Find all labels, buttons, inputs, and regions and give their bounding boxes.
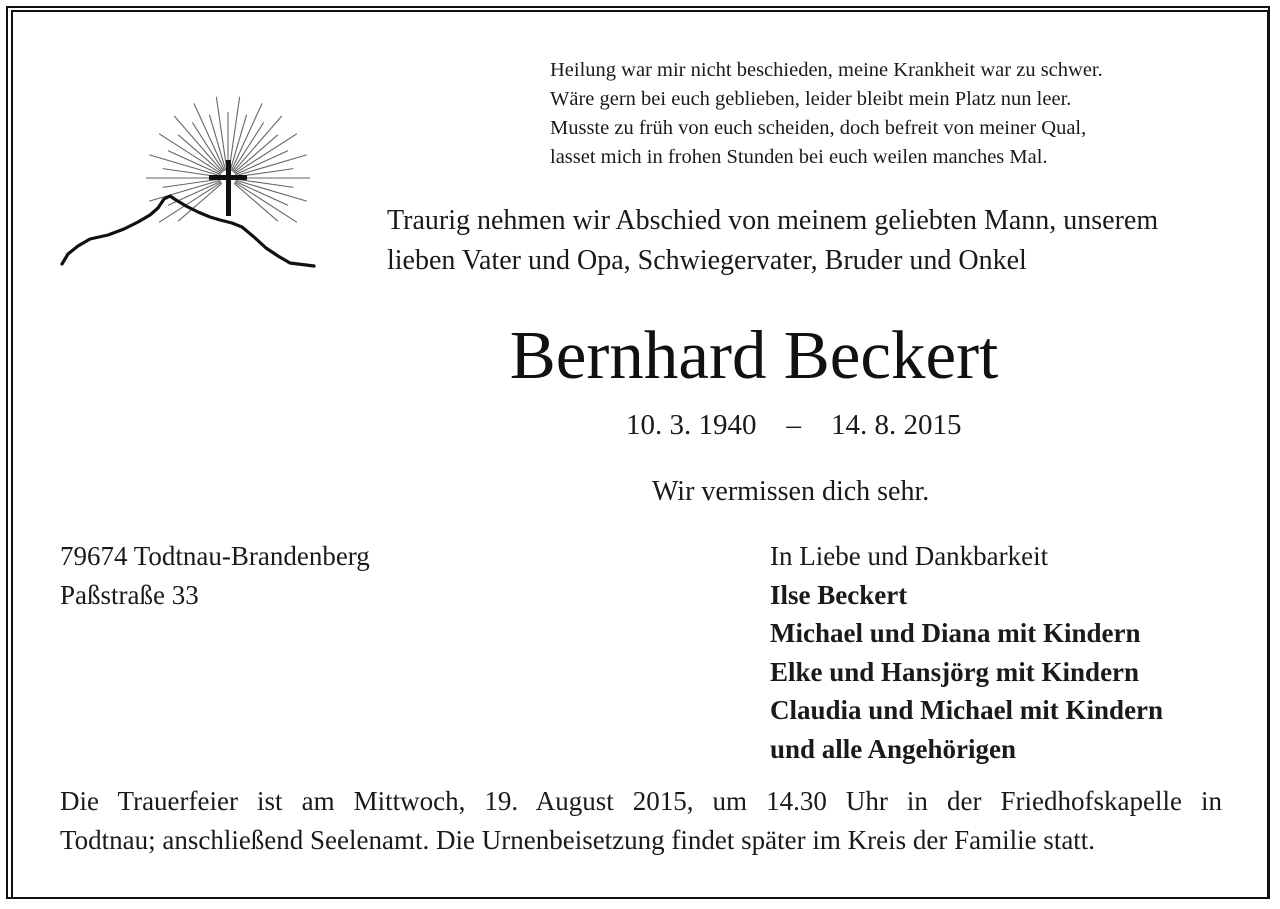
intro-text — [387, 201, 1247, 281]
ceremony-line: Todtnau; anschließend Seelenamt. Die Urnenbeisetzung findet später im Kreis der Familie statt. — [60, 825, 1096, 855]
family-member: Ilse Beckert — [770, 579, 908, 610]
miss-line: Wir vermissen dich sehr. — [652, 476, 930, 507]
address-line: 79674 Todtnau-Brandenberg — [60, 541, 370, 571]
family-signature — [770, 537, 1163, 768]
ceremony-line: Die Trauerfeier ist am Mittwoch, 19. August 2015, um 14.30 Uhr in der Friedhofskapelle in — [60, 786, 1222, 816]
ceremony-notice — [60, 782, 1222, 860]
intro-line: Traurig nehmen wir Abschied von meinem geliebten Mann, unserem — [387, 205, 1159, 236]
intro-line: lieben Vater und Opa, Schwiegervater, Bruder und Onkel — [387, 245, 1027, 276]
life-dates — [626, 405, 962, 445]
poem-line: lasset mich in frohen Stunden bei euch weilen manches Mal. — [550, 146, 1048, 168]
family-member: Elke und Hansjörg mit Kindern — [770, 656, 1140, 687]
date-separator: – — [786, 409, 801, 441]
address-line: Paßstraße 33 — [60, 580, 199, 610]
birth-date: 10. 3. 1940 — [626, 409, 757, 441]
death-date: 14. 8. 2015 — [831, 409, 962, 441]
poem — [550, 56, 1240, 172]
family-member: Michael und Diana mit Kindern — [770, 618, 1141, 648]
deceased-name: Bernhard Beckert — [509, 317, 999, 393]
poem-line: Wäre gern bei euch geblieben, leider bleibt mein Platz nun leer. — [550, 88, 1072, 110]
family-member: und alle Angehörigen — [770, 733, 1017, 764]
poem-line: Heilung war mir nicht beschieden, meine Krankheit war zu schwer. — [550, 59, 1103, 81]
cross-on-mountain-icon — [58, 96, 320, 272]
family-heading: In Liebe und Dankbarkeit — [770, 541, 1049, 571]
address — [60, 537, 370, 615]
poem-line: Musste zu früh von euch scheiden, doch befreit von meiner Qual, — [550, 117, 1087, 139]
family-member: Claudia und Michael mit Kindern — [770, 695, 1164, 725]
